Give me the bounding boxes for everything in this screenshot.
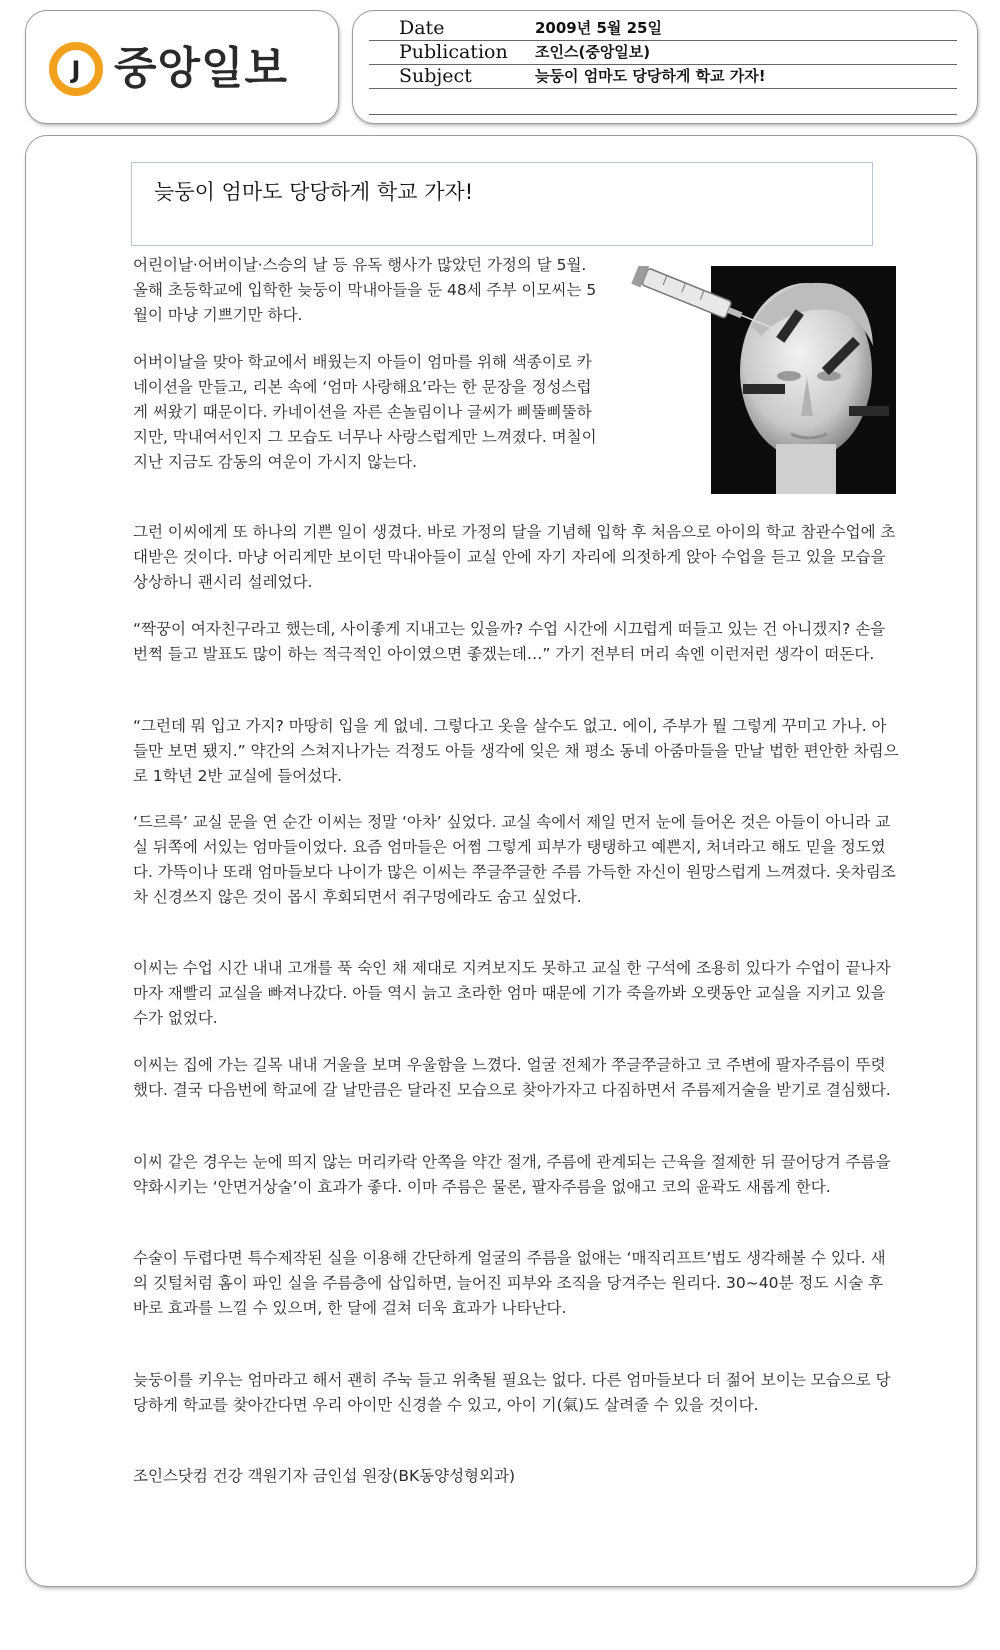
tape-strip [849, 406, 889, 416]
metadata-divider [369, 114, 957, 115]
paragraph: 수술이 두렵다면 특수제작된 실을 이용해 간단하게 얼굴의 주름을 없애는 ‘매직리프트’법도 생각해볼 수 있다. 새의 깃털처럼 홈이 파인 실을 주름층에 삽입하면, 늘어진 피부와 조직을 당겨주는 원리다. 30~40분 정도 시술 후 바로 효과를 느낄 수 있으며, 한 달에 걸쳐 더욱 효과가 나타난다. [133, 1249, 886, 1317]
subject-value: 늦둥이 엄마도 당당하게 학교 가자! [535, 67, 766, 85]
paragraph: “짝꿍이 여자친구라고 했는데, 사이좋게 지내고는 있을까? 수업 시간에 시끄럽게 떠들고 있는 건 아니겠지? 손을 번쩍 들고 발표도 많이 하는 적극적인 아이였으면 좋겠는데…” 가기 전부터 머리 속엔 이런저런 생각이 떠돈다. [133, 620, 886, 663]
tape-strip [743, 384, 785, 394]
paragraph: ‘드르륵’ 교실 문을 연 순간 이씨는 정말 ‘아차’ 싶었다. 교실 속에서 제일 먼저 눈에 들어온 것은 아들이 아니라 교실 뒤쪽에 서있는 엄마들이었다. 요즘 엄마들은 어쩜 그렇게 피부가 탱탱하고 예쁜지, 처녀라고 해도 믿을 정도였다. 가뜩이나 또래 엄마들보다 나이가 많은 이씨는 쭈글쭈글한 주름 가득한 자신이 원망스럽게 느껴졌다. 옷차림조차 신경쓰지 않은 것이 몹시 후회되면서 쥐구멍에라도 숨고 싶었다. [133, 813, 896, 906]
article-box [25, 135, 977, 1587]
paragraph: 어린이날·어버이날·스승의 날 등 유독 행사가 많았던 가정의 달 5월. 올해 초등학교에 입학한 늦둥이 막내아들을 둔 48세 주부 이모씨는 5월이 마냥 기쁘기만 하다. [133, 256, 597, 324]
statue-neck [776, 444, 836, 494]
masthead-logo-box [25, 10, 339, 124]
brand-name: 중앙일보 [114, 43, 289, 94]
date-label: Date [399, 17, 445, 39]
paragraph: 어버이날을 맞아 학교에서 배웠는지 아들이 엄마를 위해 색종이로 카네이션을 만들고, 리본 속에 ‘엄마 사랑해요’라는 한 문장을 정성스럽게 써왔기 때문이다. 카네이션을 자른 손놀림이나 글씨가 삐뚤삐뚤하지만, 막내여서인지 그 모습도 너무나 사랑스럽게만 느껴졌다. 며칠이 지난 지금도 감동의 여운이 가시지 않는다. [133, 353, 597, 471]
article-photo [631, 266, 896, 494]
publication-label: Publication [399, 41, 508, 63]
article-headline: 늦둥이 엄마도 당당하게 학교 가자! [154, 180, 474, 204]
subject-label: Subject [399, 65, 472, 87]
headline-box [131, 162, 873, 246]
byline: 조인스닷컴 건강 객원기자 금인섭 원장(BK동양성형외과) [133, 1467, 516, 1485]
subject-row [369, 64, 957, 89]
joongang-logo-icon [48, 41, 104, 97]
paragraph: 이씨 같은 경우는 눈에 띄지 않는 머리카락 안쪽을 약간 절개, 주름에 관계되는 근육을 절제한 뒤 끌어당겨 주름을 약화시키는 ‘안면거상술’이 효과가 좋다. 이마 주름은 물론, 팔자주름을 없애고 코의 윤곽도 새롭게 한다. [133, 1153, 891, 1196]
paragraph: 늦둥이를 키우는 엄마라고 해서 괜히 주눅 들고 위축될 필요는 없다. 다른 엄마들보다 더 젊어 보이는 모습으로 당당하게 학교를 찾아간다면 우리 아이만 신경쓸 수 있고, 아이 기(氣)도 살려줄 수 있을 것이다. [133, 1371, 891, 1414]
paragraph: 그런 이씨에게 또 하나의 기쁜 일이 생겼다. 바로 가정의 달을 기념해 입학 후 처음으로 아이의 학교 참관수업에 초대받은 것이다. 마냥 어리게만 보이던 막내아들이 교실 안에 자기 자리에 의젓하게 앉아 수업을 듣고 있을 모습을 상상하니 괜시리 설레었다. [133, 523, 896, 591]
metadata-box [352, 10, 978, 124]
date-row [369, 16, 957, 41]
paragraph: “그런데 뭐 입고 가지? 마땅히 입을 게 없네. 그렇다고 옷을 살수도 없고. 에이, 주부가 뭘 그렇게 꾸미고 가나. 아들만 보면 됐지.” 약간의 스쳐지나가는 걱정도 아들 생각에 잊은 채 평소 동네 아줌마들을 만날 법한 편안한 차림으로 1학년 2반 교실에 들어섰다. [133, 717, 899, 785]
date-value: 2009년 5월 25일 [535, 19, 662, 37]
publication-value: 조인스(중앙일보) [535, 43, 651, 61]
paragraph: 이씨는 수업 시간 내내 고개를 푹 숙인 채 제대로 지켜보지도 못하고 교실 한 구석에 조용히 있다가 수업이 끝나자마자 재빨리 교실을 빠져나갔다. 아들 역시 늙고 초라한 엄마 때문에 기가 죽을까봐 오랫동안 교실을 지키고 있을 수가 없었다. [133, 959, 891, 1027]
logo-letter: J [71, 56, 81, 84]
publication-row [369, 40, 957, 65]
paragraph: 이씨는 집에 가는 길목 내내 거울을 보며 우울함을 느꼈다. 얼굴 전체가 쭈글쭈글하고 코 주변에 팔자주름이 뚜렷했다. 결국 다음번에 학교에 갈 날만큼은 달라진 모습으로 찾아가자고 다짐하면서 주름제거술을 받기로 결심했다. [133, 1056, 891, 1099]
